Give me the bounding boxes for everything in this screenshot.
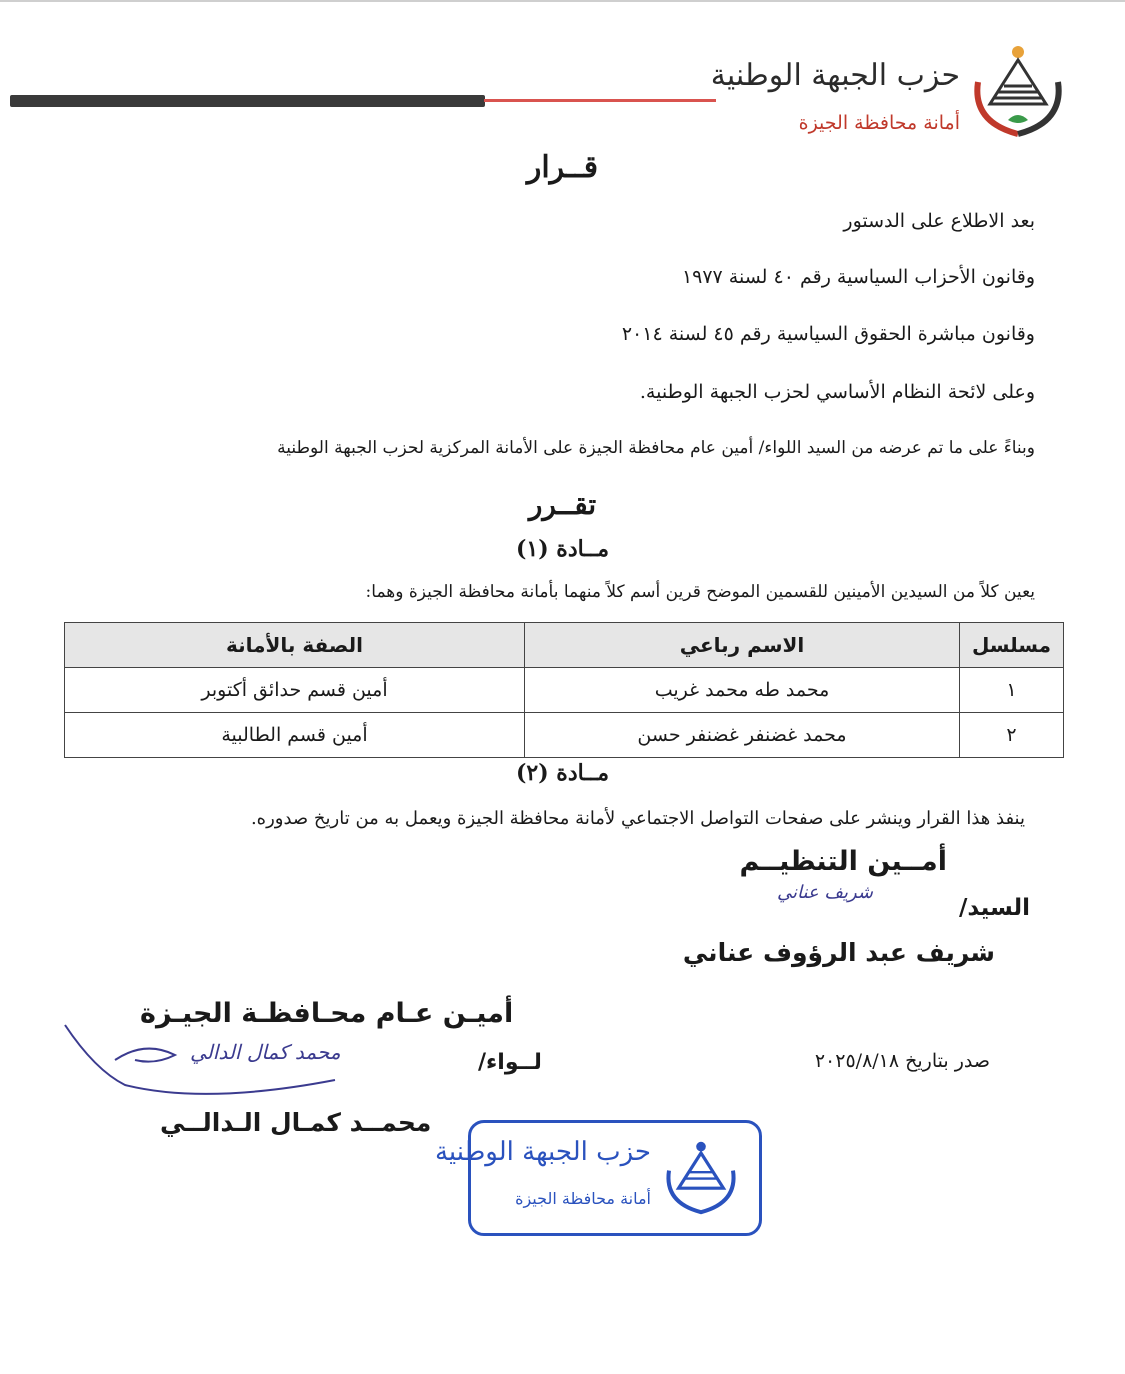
official-stamp	[434, 1120, 762, 1236]
row-name: محمد غضنفر غضنفر حسن	[525, 713, 960, 758]
preamble-line-4: وعلى لائحة النظام الأساسي لحزب الجبهة الوطنية.	[639, 381, 1035, 403]
party-branch: أمانة محافظة الجيزة	[798, 112, 960, 134]
article-1-heading: مــادة (١)	[515, 536, 610, 562]
header-serial: مسلسل	[960, 623, 1064, 668]
secretary-label: لــواء/	[478, 1050, 542, 1075]
header-name: الاسم رباعي	[525, 623, 960, 668]
header-bar-red	[484, 99, 716, 102]
appointments-table	[64, 622, 1064, 758]
article-2-text: ينفذ هذا القرار وينشر على صفحات التواصل الاجتماعي لأمانة محافظة الجيزة ويعمل به من تاريخ صدوره.	[250, 808, 1025, 829]
row-role: أمين قسم حدائق أكتوبر	[65, 668, 525, 713]
decides-heading: تقــرر	[528, 488, 597, 521]
organizer-signature: شريف عناني	[776, 882, 873, 903]
article-1-text: يعين كلاً من السيدين الأمينين للقسمين الموضح قرين أسم كلاً منهما بأمانة محافظة الجيزة وهما:	[365, 582, 1035, 602]
preamble-line-2: وقانون الأحزاب السياسية رقم ٤٠ لسنة ١٩٧٧	[681, 266, 1035, 288]
stamp-party-name: حزب الجبهة الوطنية	[434, 1137, 651, 1167]
preamble-line-3: وقانون مباشرة الحقوق السياسية رقم ٤٥ لسنة ٢٠١٤	[621, 323, 1035, 345]
stamp-logo-icon	[661, 1137, 741, 1217]
table-row	[65, 713, 1064, 758]
issue-date: صدر بتاريخ ٢٠٢٥/٨/١٨	[814, 1050, 990, 1072]
row-name: محمد طه محمد غريب	[525, 668, 960, 713]
top-border	[0, 0, 1125, 2]
party-pyramid-logo-icon	[968, 42, 1068, 142]
organizer-title: أمــين التنظيــم	[739, 846, 947, 877]
row-role: أمين قسم الطالبية	[65, 713, 525, 758]
document-title: قــرار	[526, 150, 599, 185]
article-2-heading: مــادة (٢)	[515, 760, 610, 786]
row-serial: ١	[960, 668, 1064, 713]
header-role: الصفة بالأمانة	[65, 623, 525, 668]
organizer-label: السيد/	[959, 895, 1030, 921]
organizer-name: شريف عبد الرؤوف عناني	[682, 938, 995, 967]
secretary-signature: محمد كمال الدالي	[190, 1040, 341, 1064]
preamble-line-1: بعد الاطلاع على الدستور	[843, 210, 1035, 232]
secretary-name: محمــد كمـال الـدالــي	[160, 1108, 432, 1137]
table-row	[65, 668, 1064, 713]
header-bar-dark	[10, 95, 485, 107]
stamp-party-branch: أمانة محافظة الجيزة	[515, 1189, 651, 1208]
table-header-row	[65, 623, 1064, 668]
row-serial: ٢	[960, 713, 1064, 758]
party-name: حزب الجبهة الوطنية	[710, 58, 960, 93]
preamble-line-5: وبناءً على ما تم عرضه من السيد اللواء/ أمين عام محافظة الجيزة على الأمانة المركزية لحزب الجبهة الوطنية	[277, 438, 1035, 458]
secretary-title: أميـن عـام محـافظـة الجيـزة	[140, 998, 514, 1029]
